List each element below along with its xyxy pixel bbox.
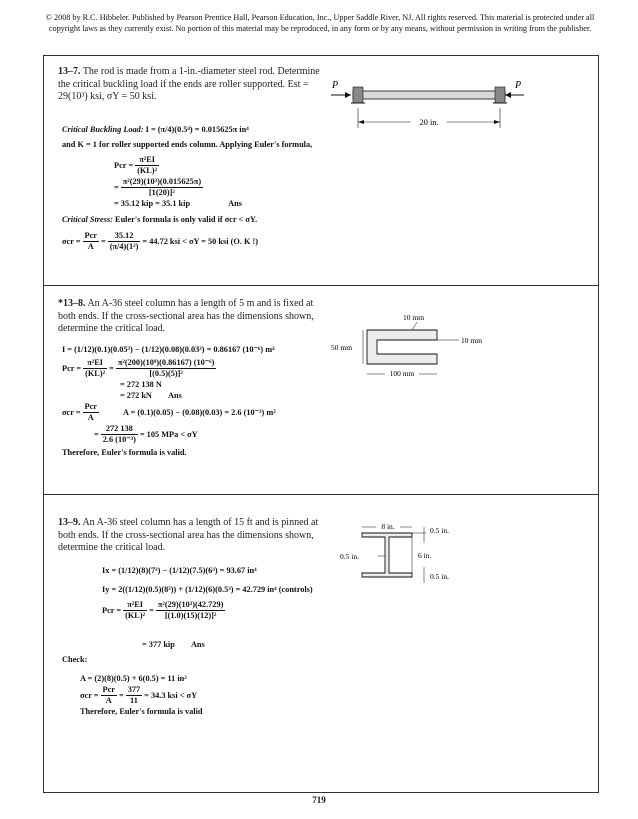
solutions-frame xyxy=(43,55,599,793)
moment-of-inertia-eq: I = (1/12)(0.1)(0.05³) − (1/12)(0.08)(0.03³) = 0.86167 (10⁻⁶) m⁴ xyxy=(62,345,275,354)
problem-text: An A-36 steel column has a length of 15 ft and is pinned at both ends. If the cross-sectional area has the dimensions shown, determine the critical load. xyxy=(58,517,319,553)
problem-13-7-panel xyxy=(44,56,598,286)
support-right xyxy=(495,87,505,103)
problem-13-7-solution: Critical Buckling Load: I = (π/4)(0.5⁴) = 0.015625π in⁴ and K = 1 for roller supported ends column. Applying Euler's formula, Pcr = $\frac{\text{π²EI}}{\text{(KL)²}}$ = $\frac{\text{π²(29)(10³)(0.015625π)}}{\text{[1(20)]²}}$ = 35.12 kip = 35.1 kip Ans Critical Stress: Euler's formula is only valid if σcr < σY. σcr = $\frac{\text{Pcr}}{A}$ = $\frac{35.12}{\text{(π/4)(1²)}}$ = 44.72 ksi < σY = 50 ksi (O. K !) xyxy=(62,124,462,252)
dim-flange-bottom: 0.5 in. xyxy=(430,572,449,581)
page-number: 719 xyxy=(312,795,326,805)
sigma-sub-numerator: 272 138 xyxy=(101,424,138,435)
pcr-denominator: (KL)² xyxy=(125,610,146,620)
load-label-right: P xyxy=(515,80,522,91)
sigma-denominator: A xyxy=(105,695,112,705)
dim-flange-top: 0.5 in. xyxy=(430,526,449,535)
area-eq: A = (2)(8)(0.5) + 6(0.5) = 11 in² xyxy=(80,674,187,683)
pcr-numerator: π²EI xyxy=(83,358,107,369)
problem-13-8-panel xyxy=(44,286,598,495)
answer-marker: Ans xyxy=(190,640,205,649)
pcr-result-kn: = 272 kN xyxy=(120,391,152,400)
area-eq: A = (0.1)(0.05) − (0.08)(0.03) = 2.6 (10⁻³) m² xyxy=(122,407,276,417)
heading-critical-load: Critical Buckling Load: xyxy=(62,125,144,134)
pcr-label: Pcr = xyxy=(102,605,122,615)
pcr-denominator: (KL)² xyxy=(85,368,106,378)
iy-eq: Iy = 2((1/12)(0.5)(8³)) + (1/12)(6)(0.5³) = 42.729 in⁴ (controls) xyxy=(102,585,313,594)
pcr-label: Pcr = xyxy=(62,363,82,373)
dim-web: 0.5 in. xyxy=(340,552,359,561)
load-label-left: P xyxy=(332,80,339,91)
dimension-length: 20 in. xyxy=(419,117,439,127)
dim-flange: 10 mm xyxy=(461,336,483,345)
sigma-label: σcr = xyxy=(80,690,99,700)
pcr-denominator: (KL)² xyxy=(137,165,158,175)
validity-text: Euler's formula is only valid if σcr < σY. xyxy=(115,215,258,224)
pcr-sub-numerator: π²(29)(10³)(0.015625π) xyxy=(122,176,202,186)
sigma-numerator: Pcr xyxy=(84,401,97,411)
problem-13-9-solution: Ix = (1/12)(8)(7³) − (1/12)(7.5)(6³) = 93.67 in⁴ Iy = 2((1/12)(0.5)(8³)) + (1/12)(6)(0.5³) = 42.729 in⁴ (controls) Pcr = $\frac{\text{π²EI}}{\text{(KL)²}}$ = $\frac{\text{π²(29)(10³)(42.729)}}{\text{[(1.0)(15)(12)]²}}$ = 377 kip Ans Check: A = (2)(8)(0.5) + 6(0.5) = 11 in² σcr = $\frac{\text{Pcr}}{A}$ = $\frac{377}{11}$ = 34.3 ksi < σY Therefore, Euler's formula is valid xyxy=(62,565,462,717)
pcr-result: = 377 kip xyxy=(142,640,175,649)
answer-marker: Ans xyxy=(168,391,182,400)
check-heading: Check: xyxy=(62,655,88,664)
sigma-sub-numerator: 35.12 xyxy=(108,231,141,242)
dim-width: 100 mm xyxy=(389,369,415,378)
problem-number: 13–9. xyxy=(58,517,81,528)
k-factor-text: and K = 1 for roller supported ends column. Applying Euler's formula, xyxy=(62,140,313,149)
sigma-sub-denominator: 11 xyxy=(130,695,138,705)
pcr-sub-denominator: [(1.0)(15)(12)]² xyxy=(164,610,217,620)
ix-eq: Ix = (1/12)(8)(7³) − (1/12)(7.5)(6³) = 93.67 in⁴ xyxy=(102,566,257,575)
sigma-sub-denominator: 2.6 (10⁻³) xyxy=(102,434,136,444)
sigma-denominator: A xyxy=(87,412,94,422)
pcr-result: = 35.12 kip = 35.1 kip xyxy=(114,199,191,208)
problem-13-9-panel xyxy=(44,495,598,792)
answer-marker: Ans xyxy=(228,199,243,208)
dim-depth: 6 in. xyxy=(418,551,432,560)
problem-number: 13–7. xyxy=(58,66,81,77)
copyright-notice: © 2008 by R.C. Hibbeler. Published by Pearson Prentice Hall, Pearson Education, Inc., Upper Saddle River, NJ. All rights reserved. This material is protected under all copyright laws as they currently exist. No portion of this material may be reproduced, in any form or by any means, without permission in writing from the publisher. xyxy=(45,13,595,33)
problem-13-8-solution: I = (1/12)(0.1)(0.05³) − (1/12)(0.08)(0.03³) = 0.86167 (10⁻⁶) m⁴ Pcr = $\frac{\text{π²EI}}{\text{(KL)²}}$ = $\frac{\text{π²(200)(10⁹)(0.86167) (10⁻⁶)}}{\text{[(0.5)(5)]²}}$ = 272 138 N = 272 kN Ans σcr = $\frac{\text{Pcr}}{A}$ A = (0.1)(0.05) − (0.08)(0.03) = 2.6 (10⁻³) m² = $\frac{272 138}{\text{2.6 (10⁻³)}}$ = 105 MPa < σY Therefore, Euler's formula is valid. xyxy=(62,344,462,458)
heading-critical-stress: Critical Stress: xyxy=(62,215,113,224)
dim-top-thickness: 10 mm xyxy=(403,313,425,322)
pcr-result-newtons: = 272 138 N xyxy=(120,380,162,389)
support-left xyxy=(353,87,363,103)
problem-13-7-statement xyxy=(58,66,323,104)
conclusion: Therefore, Euler's formula is valid. xyxy=(62,448,187,457)
pcr-numerator: π²EI xyxy=(123,600,147,611)
sigma-label: σcr = xyxy=(62,236,81,246)
problem-text: An A-36 steel column has a length of 5 m and is fixed at both ends. If the cross-sectional area has the dimensions shown, determine the critical load. xyxy=(58,298,314,334)
rod xyxy=(353,91,505,99)
pcr-sub-denominator: [(0.5)(5)]² xyxy=(149,368,183,378)
sigma-numerator: Pcr xyxy=(84,230,97,240)
sigma-numerator: Pcr xyxy=(102,684,115,694)
pcr-numerator: π²EI xyxy=(135,155,159,166)
sigma-sub-denominator: (π/4)(1²) xyxy=(109,241,139,251)
pcr-label: Pcr = xyxy=(114,160,134,170)
problem-number: *13–8. xyxy=(58,298,86,309)
pcr-sub-denominator: [1(20)]² xyxy=(148,187,175,197)
problem-13-9-statement xyxy=(58,517,323,555)
problem-text: The rod is made from a 1-in.-diameter steel rod. Determine the critical buckling load if the ends are roller supported. Est = 29(10³) ksi, σY = 50 ksi. xyxy=(58,66,320,102)
sigma-label: σcr = xyxy=(62,407,81,417)
sigma-result: = 34.3 ksi < σY xyxy=(144,690,198,700)
sigma-result: = 105 MPa < σY xyxy=(139,429,198,439)
moment-of-inertia-eq: I = (π/4)(0.5⁴) = 0.015625π in⁴ xyxy=(145,125,249,134)
problem-13-8-statement xyxy=(58,298,323,336)
sigma-sub-numerator: 377 xyxy=(127,684,141,694)
dim-flange-width: 8 in. xyxy=(381,522,395,531)
dim-height: 50 mm xyxy=(331,343,353,352)
pcr-sub-numerator: π²(29)(10³)(42.729) xyxy=(157,599,224,609)
sigma-result: = 44.72 ksi < σY = 50 ksi (O. K !) xyxy=(142,236,259,246)
sigma-denominator: A xyxy=(87,241,94,251)
pcr-sub-numerator: π²(200)(10⁹)(0.86167) (10⁻⁶) xyxy=(117,357,215,367)
conclusion: Therefore, Euler's formula is valid xyxy=(80,707,203,716)
